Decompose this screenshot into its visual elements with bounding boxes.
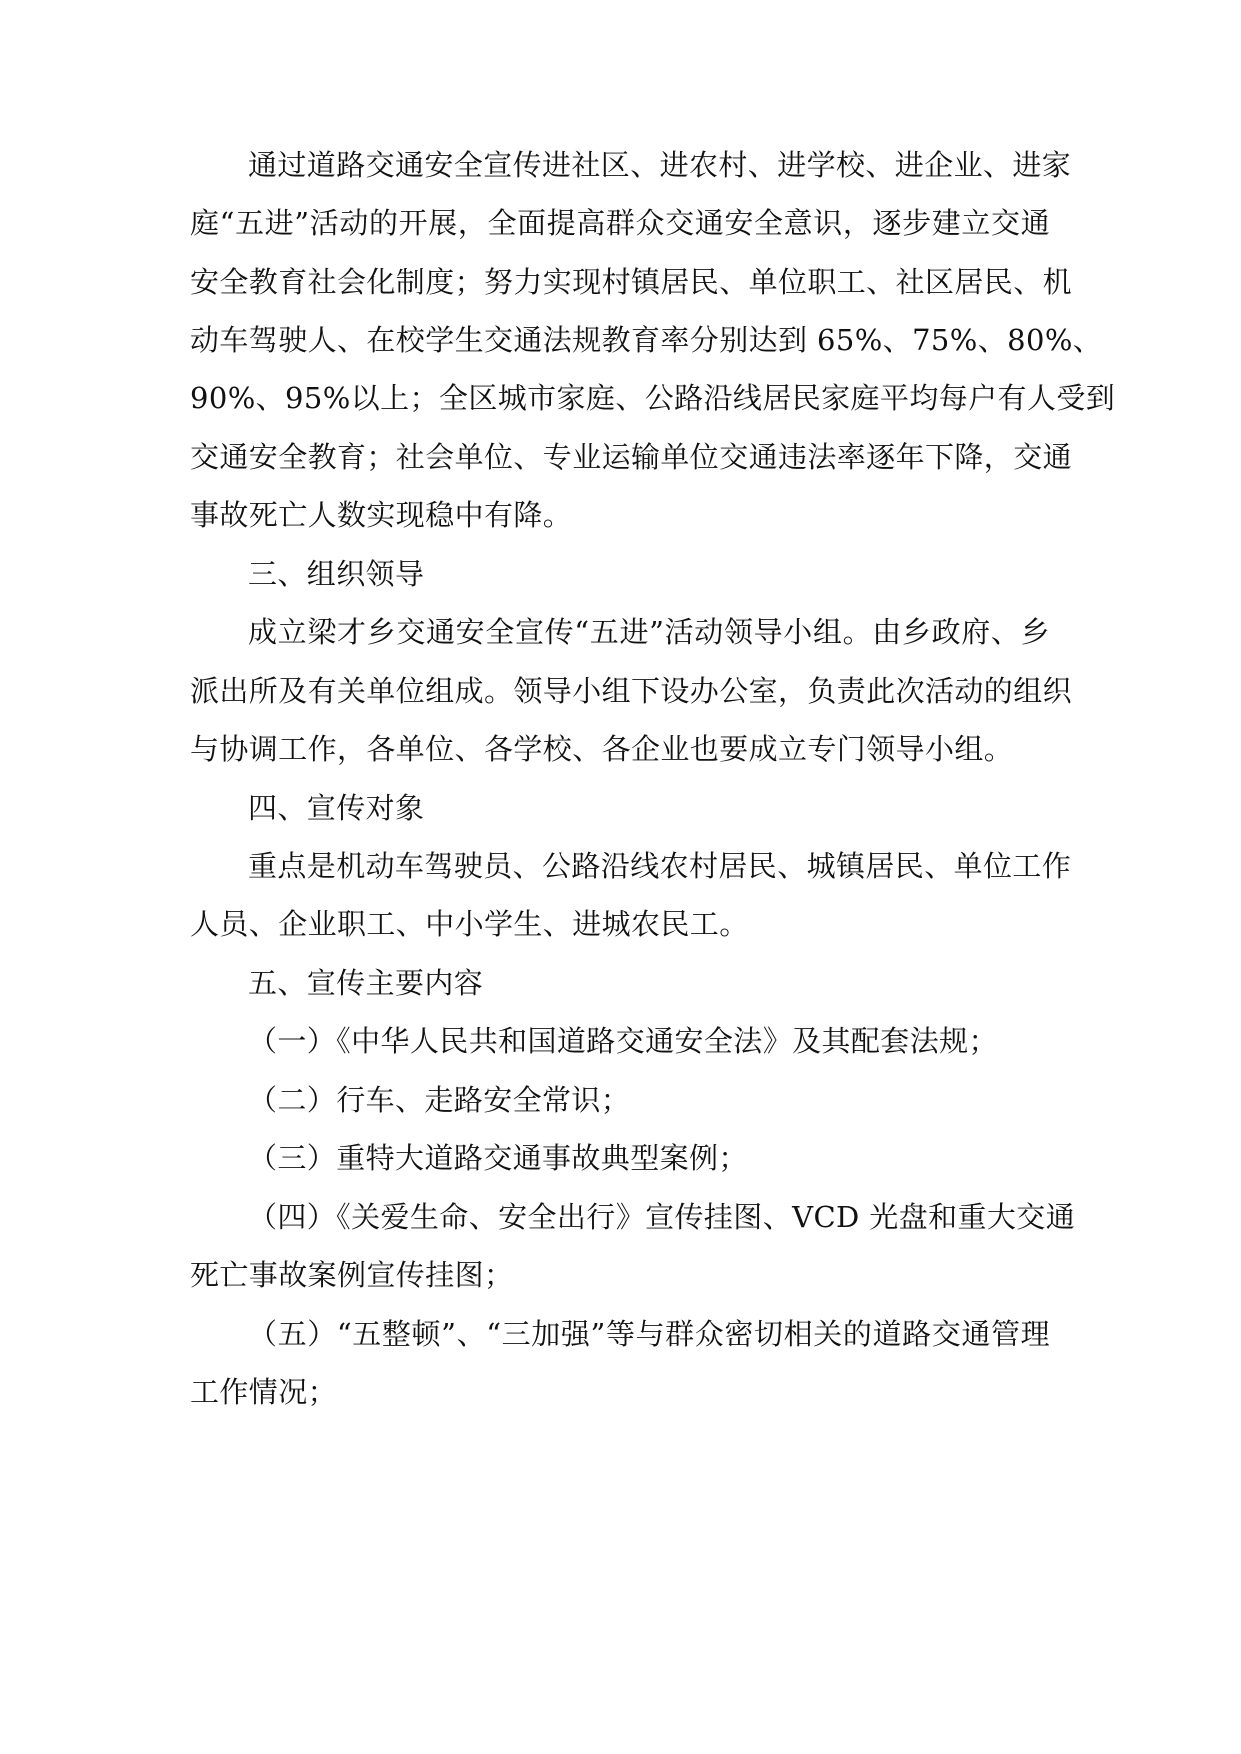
paragraph-2-line-1: 成立梁才乡交通安全宣传“五进”活动领导小组。由乡政府、乡 [248, 615, 1050, 649]
paragraph-2-line-3: 与协调工作，各单位、各学校、各企业也要成立专门领导小组。 [190, 732, 1014, 766]
section-heading-targets: 四、宣传对象 [248, 791, 425, 825]
list-item-2: （二）行车、走路安全常识； [248, 1083, 631, 1117]
list-item-5-line-2: 工作情况； [190, 1375, 338, 1409]
paragraph-1-line-1: 通过道路交通安全宣传进社区、进农村、进学校、进企业、进家 [248, 148, 1072, 182]
section-heading-organization: 三、组织领导 [248, 557, 425, 591]
paragraph-1-line-4: 动车驾驶人、在校学生交通法规教育率分别达到 65%、75%、80%、 [190, 323, 1103, 357]
list-item-3: （三）重特大道路交通事故典型案例； [248, 1141, 748, 1175]
paragraph-1-line-6: 交通安全教育；社会单位、专业运输单位交通违法率逐年下降，交通 [190, 440, 1073, 474]
section-heading-content: 五、宣传主要内容 [248, 966, 484, 1000]
paragraph-1-line-5: 90%、95%以上；全区城市家庭、公路沿线居民家庭平均每户有人受到 [190, 381, 1116, 415]
paragraph-1-line-2: 庭“五进”活动的开展，全面提高群众交通安全意识，逐步建立交通 [190, 206, 1050, 240]
list-item-5-line-1: （五）“五整顿”、“三加强”等与群众密切相关的道路交通管理 [248, 1317, 1050, 1351]
list-item-4-line-1: （四）《关爱生命、安全出行》宣传挂图、VCD 光盘和重大交通 [248, 1200, 1076, 1234]
paragraph-3-line-1: 重点是机动车驾驶员、公路沿线农村居民、城镇居民、单位工作 [248, 849, 1072, 883]
paragraph-3-line-2: 人员、企业职工、中小学生、进城农民工。 [190, 907, 749, 941]
list-item-4-line-2: 死亡事故案例宣传挂图； [190, 1258, 514, 1292]
paragraph-1-line-7: 事故死亡人数实现稳中有降。 [190, 498, 573, 532]
paragraph-2-line-2: 派出所及有关单位组成。领导小组下设办公室，负责此次活动的组织 [190, 674, 1073, 708]
list-item-1: （一）《中华人民共和国道路交通安全法》及其配套法规； [248, 1024, 998, 1058]
paragraph-1-line-3: 安全教育社会化制度；努力实现村镇居民、单位职工、社区居民、机 [190, 265, 1073, 299]
